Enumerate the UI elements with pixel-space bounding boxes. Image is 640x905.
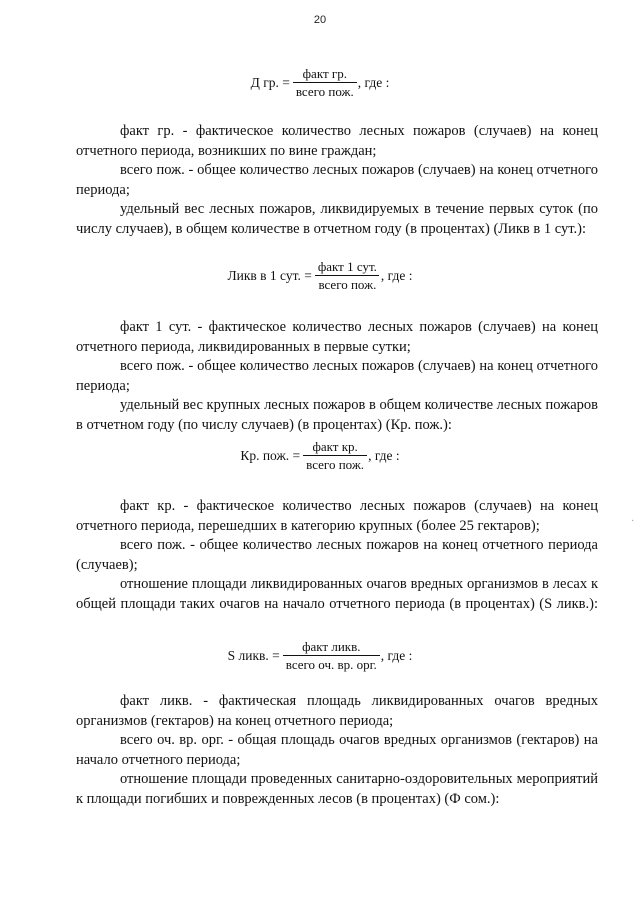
paragraph: удельный вес крупных лесных пожаров в общем количестве лесных пожаров в отчетном году (по числу случаев) (в процентах) (Кр. пож.): xyxy=(76,397,598,433)
fraction-denominator: всего пож. xyxy=(293,82,357,99)
fraction-numerator: факт кр. xyxy=(312,439,358,454)
formula-lhs: Кр. пож. = xyxy=(240,447,301,463)
formula-likv xyxy=(0,259,640,292)
text-block-4 xyxy=(76,692,598,809)
text-block-3 xyxy=(76,497,598,614)
paragraph: всего оч. вр. орг. - общая площадь очагов вредных организмов (гектаров) на начало отчетного периода; xyxy=(76,732,598,768)
paragraph: всего пож. - общее количество лесных пожаров на конец отчетного периода (случаев); xyxy=(76,537,598,573)
formula-suffix: , где : xyxy=(357,74,390,90)
paragraph: всего пож. - общее количество лесных пожаров (случаев) на конец отчетного периода; xyxy=(76,358,598,394)
page-number: 20 xyxy=(313,14,327,26)
fraction xyxy=(283,639,380,672)
formula-d-gr xyxy=(0,66,640,99)
formula-suffix: , где : xyxy=(380,267,413,283)
paragraph: всего пож. - общее количество лесных пожаров (случаев) на конец отчетного периода; xyxy=(76,162,598,198)
paragraph: факт кр. - фактическое количество лесных пожаров (случаев) на конец отчетного периода, перешедших в категорию крупных (более 25 гектаров); xyxy=(76,498,598,534)
paragraph: факт гр. - фактическое количество лесных пожаров (случаев) на конец отчетного периода, возникших по вине граждан; xyxy=(76,123,598,159)
fraction-denominator: всего пож. xyxy=(303,455,367,472)
paragraph: факт ликв. - фактическая площадь ликвидированных очагов вредных организмов (гектаров) на конец отчетного периода; xyxy=(76,693,598,729)
formula-s-likv xyxy=(0,639,640,672)
formula-suffix: , где : xyxy=(368,447,400,463)
fraction xyxy=(293,66,357,99)
text-block-1 xyxy=(76,122,598,239)
formula-lhs: Д гр. = xyxy=(250,74,290,90)
paragraph: удельный вес лесных пожаров, ликвидируемых в течение первых суток (по числу случаев), в общем количестве в отчетном году (в процентах) (Ликв в 1 сут.): xyxy=(76,201,598,237)
paragraph: факт 1 сут. - фактическое количество лесных пожаров (случаев) на конец отчетного периода, ликвидированных в первые сутки; xyxy=(76,319,598,355)
formula-kr-pozh xyxy=(0,439,640,472)
scan-mark: · xyxy=(631,516,635,527)
text-block-2 xyxy=(76,318,598,435)
fraction-numerator: факт ликв. xyxy=(302,639,361,654)
fraction-numerator: факт 1 сут. xyxy=(317,259,377,274)
fraction-denominator: всего пож. xyxy=(315,275,379,292)
fraction xyxy=(315,259,380,292)
fraction xyxy=(303,439,367,472)
formula-suffix: , где : xyxy=(380,647,413,663)
formula-lhs: S ликв. = xyxy=(227,647,280,663)
paragraph: отношение площади ликвидированных очагов вредных организмов в лесах к общей площади таких очагов на начало отчетного периода (в процентах) (S ликв.): xyxy=(76,576,598,612)
fraction-denominator: всего оч. вр. орг. xyxy=(283,655,380,672)
paragraph: отношение площади проведенных санитарно-оздоровительных мероприятий к площади погибших и поврежденных лесов (в процентах) (Ф сом.): xyxy=(76,771,598,807)
formula-lhs: Ликв в 1 сут. = xyxy=(227,267,312,283)
fraction-numerator: факт гр. xyxy=(302,66,347,81)
